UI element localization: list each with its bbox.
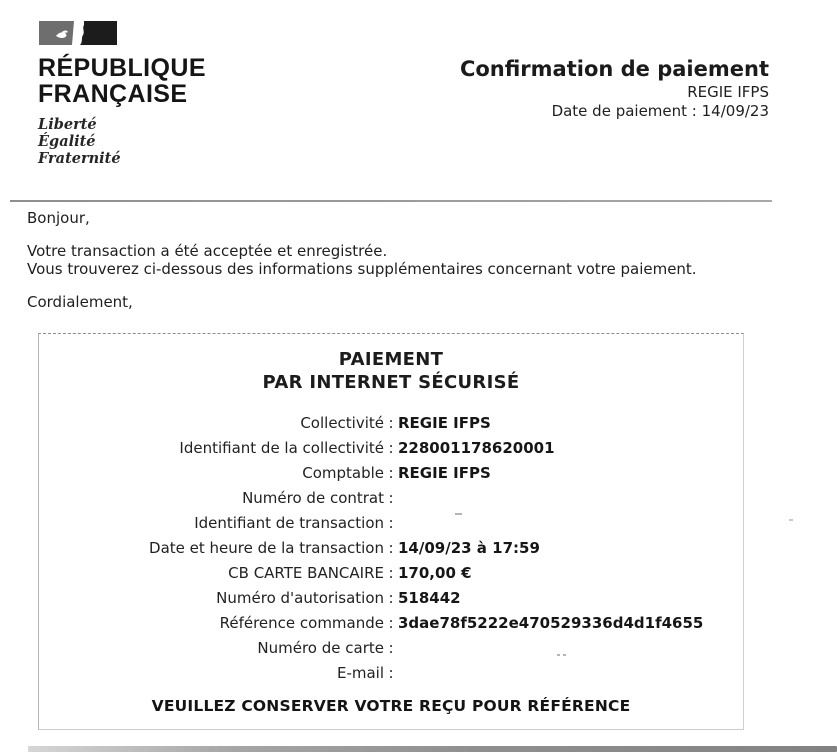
republic-name-line1: RÉPUBLIQUE	[38, 54, 206, 82]
field-colon: :	[388, 613, 394, 632]
receipt-field-row	[39, 485, 743, 510]
payment-receipt-box	[38, 333, 744, 730]
receipt-field-row	[39, 535, 743, 560]
motto-liberte: Liberté	[38, 116, 97, 133]
receipt-field-row	[39, 585, 743, 610]
french-flag-marianne-icon	[38, 20, 118, 46]
field-label: Numéro de contrat	[242, 488, 384, 507]
closing-text: Cordialement,	[27, 292, 133, 311]
receipt-field-row	[39, 635, 743, 660]
field-label: Numéro de carte	[257, 638, 384, 657]
french-republic-logo-block	[38, 20, 318, 167]
organization-name: REGIE IFPS	[687, 83, 769, 101]
field-colon: :	[388, 663, 394, 682]
field-label: CB CARTE BANCAIRE	[228, 563, 384, 582]
field-colon: :	[388, 588, 394, 607]
header-divider	[10, 200, 772, 202]
field-label: Collectivité	[300, 413, 384, 432]
field-label: Identifiant de transaction	[194, 513, 384, 532]
receipt-field-row	[39, 510, 743, 535]
field-value: REGIE IFPS	[398, 463, 491, 482]
field-label: Référence commande	[219, 613, 384, 632]
receipt-field-row	[39, 610, 743, 635]
field-label: Identifiant de la collectivité	[179, 438, 384, 457]
field-colon: :	[388, 463, 394, 482]
field-value: 3dae78f5222e470529336d4d1f4655	[398, 613, 704, 632]
republic-name-line2: FRANÇAISE	[38, 80, 188, 108]
motto-egalite: Égalité	[38, 133, 96, 150]
field-label: E-mail	[336, 663, 384, 682]
field-value: REGIE IFPS	[398, 413, 491, 432]
receipt-footer-notice: VEUILLEZ CONSERVER VOTRE REÇU POUR RÉFÉRENCE	[151, 697, 631, 715]
field-value: 14/09/23 à 17:59	[398, 538, 540, 557]
field-label: Numéro d'autorisation	[216, 588, 384, 607]
scan-artifact	[455, 513, 462, 515]
field-value: 228001178620001	[398, 438, 555, 457]
page-title: Confirmation de paiement	[459, 57, 769, 81]
field-colon: :	[388, 563, 394, 582]
field-colon: :	[388, 538, 394, 557]
field-colon: :	[388, 513, 394, 532]
scan-artifact	[789, 519, 793, 521]
receipt-field-row	[39, 660, 743, 685]
scan-edge-bar	[28, 746, 837, 752]
payment-date: Date de paiement : 14/09/23	[551, 102, 769, 120]
message-line1: Votre transaction a été acceptée et enregistrée.	[27, 241, 388, 260]
message-body	[27, 209, 787, 311]
document-header	[460, 57, 769, 120]
field-label: Comptable	[302, 463, 384, 482]
receipt-fields	[39, 410, 743, 685]
field-colon: :	[388, 638, 394, 657]
scan-artifact	[557, 654, 560, 656]
motto-fraternite: Fraternité	[38, 150, 121, 167]
scan-artifact	[563, 654, 566, 656]
receipt-field-row	[39, 410, 743, 435]
field-value: 518442	[398, 588, 461, 607]
republic-motto	[38, 116, 318, 167]
field-label: Date et heure de la transaction	[149, 538, 384, 557]
receipt-field-row	[39, 560, 743, 585]
field-colon: :	[388, 438, 394, 457]
receipt-field-row	[39, 435, 743, 460]
field-value: 170,00 €	[398, 563, 472, 582]
receipt-title-line1: PAIEMENT	[338, 349, 444, 370]
receipt-title	[39, 349, 743, 394]
receipt-field-row	[39, 460, 743, 485]
field-colon: :	[388, 488, 394, 507]
greeting-text: Bonjour,	[27, 209, 90, 227]
receipt-title-line2: PAR INTERNET SÉCURISÉ	[262, 371, 520, 393]
message-line2: Vous trouverez ci-dessous des informations supplémentaires concernant votre paiement.	[27, 260, 697, 278]
republic-name	[38, 55, 318, 107]
field-colon: :	[388, 413, 394, 432]
